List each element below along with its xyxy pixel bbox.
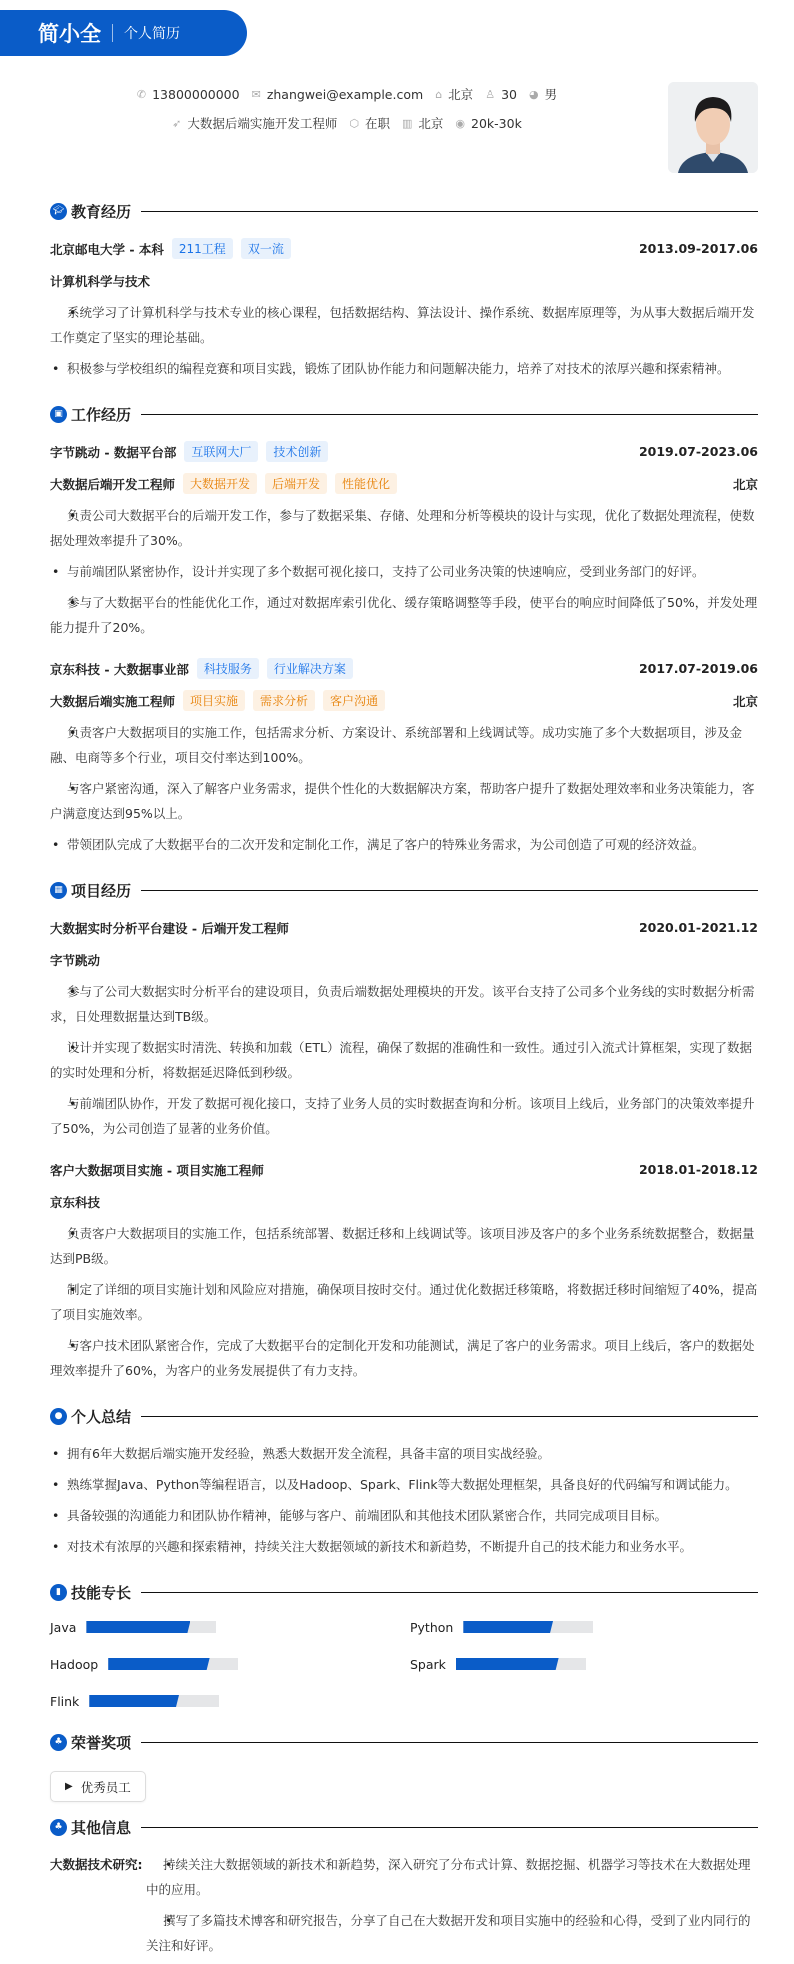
skill-item	[50, 1691, 410, 1711]
tag: 行业解决方案	[267, 658, 353, 679]
salary: 20k-30k	[471, 115, 522, 131]
list-item: • 拥有6年大数据后端实施开发经验，熟悉大数据开发全流程，具备丰富的项目实战经验。	[50, 1441, 758, 1466]
skill-bar	[89, 1695, 219, 1707]
section-title: 技能专长	[71, 1583, 132, 1602]
tag: 科技服务	[197, 658, 259, 679]
list-item: • 熟练掌握Java、Python等编程语言，以及Hadoop、Spark、Flink等大数据处理框架，具备良好的代码编写和调试能力。	[50, 1472, 758, 1497]
phone: 13800000000	[152, 86, 240, 102]
candidate-name: 简小全	[38, 22, 101, 46]
date: 2017.07-2019.06	[638, 661, 758, 676]
tag: 大数据开发	[183, 473, 257, 494]
skill-bar	[108, 1658, 238, 1670]
list-item: • 带领团队完成了大数据平台的二次开发和定制化工作，满足了客户的特殊业务需求，为公司创造了可观的经济效益。	[50, 832, 758, 857]
city: 北京	[732, 693, 758, 709]
tag: 双一流	[241, 238, 291, 259]
skill-bar-fill	[463, 1621, 553, 1633]
company: 京东科技	[50, 1194, 101, 1210]
work-section	[50, 403, 758, 857]
list-item: • 制定了详细的项目实施计划和风险应对措施，确保项目按时交付。通过优化数据迁移策略，将数据迁移时间缩短了40%，提高了项目实施效率。	[50, 1277, 758, 1327]
list-item: • 撰写了多篇技术博客和研究报告，分享了自己在大数据开发和项目实施中的经验和心得，受到了业内同行的关注和好评。	[146, 1908, 758, 1958]
email-icon: ✉	[251, 87, 261, 101]
skill-bar	[86, 1621, 216, 1633]
tag: 211工程	[172, 238, 233, 259]
home-icon: ⌂	[435, 87, 443, 101]
date: 2020.01-2021.12	[638, 920, 758, 935]
divider	[112, 24, 113, 42]
skill-item	[410, 1654, 758, 1674]
tag: 后端开发	[265, 473, 327, 494]
skill-item	[410, 1617, 758, 1637]
user-icon: ●	[50, 1408, 67, 1425]
other-section	[50, 1816, 758, 1964]
skill-name: Python	[410, 1619, 454, 1635]
info-icon: ♣	[50, 1819, 67, 1836]
list-item: • 系统学习了计算机科学与技术专业的核心课程，包括数据结构、算法设计、操作系统、数据库原理等，为从事大数据后端开发工作奠定了坚实的理论基础。	[50, 300, 758, 350]
list-item: • 具备较强的沟通能力和团队协作精神，能够与客户、前端团队和其他技术团队紧密合作，共同完成项目目标。	[50, 1503, 758, 1528]
list-item: • 与客户技术团队紧密合作，完成了大数据平台的定制化开发和功能测试，满足了客户的业务需求。项目上线后，客户的数据处理效率提升了60%，为客户的业务发展提供了有力支持。	[50, 1333, 758, 1383]
list-item: • 参与了大数据平台的性能优化工作，通过对数据库索引优化、缓存策略调整等手段，使平台的响应时间降低了50%，并发处理能力提升了20%。	[50, 590, 758, 640]
list-item: • 参与了公司大数据实时分析平台的建设项目，负责后端数据处理模块的开发。该平台支持了公司多个业务线的实时数据分析需求，日处理数据量达到TB级。	[50, 979, 758, 1029]
skill-bar	[456, 1658, 586, 1670]
skill-item	[50, 1617, 410, 1637]
gender-icon: ◕	[528, 87, 539, 101]
skill-bar-fill	[86, 1621, 190, 1633]
email: zhangwei@example.com	[266, 86, 424, 102]
project-name: 客户大数据项目实施 - 项目实施工程师	[50, 1162, 264, 1178]
award-icon: ♣	[50, 1734, 67, 1751]
work-entry	[50, 656, 758, 857]
company: 字节跳动	[50, 952, 101, 968]
company: 京东科技 - 大数据事业部	[50, 661, 189, 677]
skill-bar-fill	[89, 1695, 179, 1707]
divider	[141, 1827, 758, 1828]
divider	[141, 414, 758, 415]
tag: 技术创新	[266, 441, 328, 462]
major: 计算机科学与技术	[50, 273, 151, 289]
section-title: 个人总结	[71, 1407, 132, 1426]
project-entry	[50, 915, 758, 1141]
cake-icon: ♙	[485, 87, 496, 101]
phone-icon: ✆	[136, 87, 147, 101]
list-item: • 持续关注大数据领域的新技术和新趋势，深入研究了分布式计算、数据挖掘、机器学习等技术在大数据处理中的应用。	[146, 1852, 758, 1902]
city: 北京	[448, 86, 474, 102]
tag: 客户沟通	[323, 690, 385, 711]
resume-banner	[0, 10, 247, 56]
profile-photo	[668, 82, 758, 173]
education-section	[50, 200, 758, 381]
date: 2019.07-2023.06	[638, 444, 758, 459]
project-name: 大数据实时分析平台建设 - 后端开发工程师	[50, 920, 289, 936]
skill-item	[50, 1654, 410, 1674]
skill-name: Hadoop	[50, 1656, 99, 1672]
company: 字节跳动 - 数据平台部	[50, 444, 177, 460]
resume-subtitle: 个人简历	[124, 26, 180, 42]
list-item: • 对技术有浓厚的兴趣和探索精神，持续关注大数据领域的新技术和新趋势，不断提升自己的技术能力和业务水平。	[50, 1534, 758, 1559]
skill-name: Spark	[410, 1656, 446, 1672]
divider	[141, 890, 758, 891]
list-item: • 负责公司大数据平台的后端开发工作，参与了数据采集、存储、处理和分析等模块的设计与实现，优化了数据处理流程，使数据处理效率提升了30%。	[50, 503, 758, 553]
target-city: 北京	[418, 115, 444, 131]
city: 北京	[732, 476, 758, 492]
bar-chart-icon: ▮	[50, 1584, 67, 1601]
skill-name: Java	[50, 1619, 77, 1635]
list-item: • 负责客户大数据项目的实施工作，包括系统部署、数据迁移和上线调试等。该项目涉及客户的多个业务系统数据整合，数据量达到PB级。	[50, 1221, 758, 1271]
projects-section	[50, 879, 758, 1383]
graduation-cap-icon: 🎓︎	[50, 203, 67, 220]
project-entry	[50, 1157, 758, 1383]
section-title: 其他信息	[71, 1818, 132, 1837]
role: 大数据后端开发工程师	[50, 476, 176, 492]
contact-info	[50, 80, 644, 138]
skill-bar-fill	[108, 1658, 209, 1670]
skills-section	[50, 1581, 758, 1711]
tag: 性能优化	[335, 473, 397, 494]
divider	[141, 1592, 758, 1593]
grid-icon: ▦	[50, 882, 67, 899]
age: 30	[501, 86, 517, 102]
skill-bar-fill	[456, 1658, 559, 1670]
divider	[141, 1742, 758, 1743]
tag: 项目实施	[183, 690, 245, 711]
date: 2018.01-2018.12	[638, 1162, 758, 1177]
status-icon: ⬡	[349, 116, 359, 130]
position: 大数据后端实施开发工程师	[187, 115, 338, 131]
list-item: • 与前端团队紧密协作，设计并实现了多个数据可视化接口，支持了公司业务决策的快速响应，受到业务部门的好评。	[50, 559, 758, 584]
section-title: 项目经历	[71, 881, 132, 900]
building-icon: ▥	[402, 116, 413, 130]
gender: 男	[544, 86, 558, 102]
divider	[141, 1416, 758, 1417]
salary-icon: ◉	[455, 116, 466, 130]
tag: 互联网大厂	[184, 441, 258, 462]
date: 2013.09-2017.06	[638, 241, 758, 256]
send-icon: ➶	[172, 116, 182, 130]
list-item: • 与客户紧密沟通，深入了解客户业务需求，提供个性化的大数据解决方案，帮助客户提升了数据处理效率和业务决策能力，客户满意度达到95%以上。	[50, 776, 758, 826]
divider	[141, 211, 758, 212]
list-item: • 设计并实现了数据实时清洗、转换和加载（ETL）流程，确保了数据的准确性和一致性。通过引入流式计算框架，实现了数据的实时处理和分析，将数据延迟降低到秒级。	[50, 1035, 758, 1085]
role: 大数据后端实施工程师	[50, 693, 176, 709]
work-entry	[50, 439, 758, 640]
list-item: • 负责客户大数据项目的实施工作，包括需求分析、方案设计、系统部署和上线调试等。成功实施了多个大数据项目，涉及金融、电商等多个行业，项目交付率达到100%。	[50, 720, 758, 770]
play-icon: ▶	[65, 1781, 73, 1792]
summary-section	[50, 1405, 758, 1559]
award-name: 优秀员工	[80, 1779, 131, 1795]
tag: 需求分析	[253, 690, 315, 711]
section-title: 荣誉奖项	[71, 1733, 132, 1752]
skill-name: Flink	[50, 1693, 80, 1709]
awards-section	[50, 1731, 758, 1816]
list-item: • 与前端团队协作，开发了数据可视化接口，支持了业务人员的实时数据查询和分析。该项目上线后，业务部门的决策效率提升了50%，为公司创造了显著的业务价值。	[50, 1091, 758, 1141]
skill-bar	[463, 1621, 593, 1633]
school: 北京邮电大学 - 本科	[50, 241, 164, 257]
section-title: 教育经历	[71, 202, 132, 221]
award-chip	[50, 1771, 146, 1802]
briefcase-icon: ▣	[50, 406, 67, 423]
status: 在职	[364, 115, 390, 131]
other-label: 大数据技术研究:	[50, 1857, 143, 1872]
list-item: • 积极参与学校组织的编程竞赛和项目实践，锻炼了团队协作能力和问题解决能力，培养了对技术的浓厚兴趣和探索精神。	[50, 356, 758, 381]
section-title: 工作经历	[71, 405, 132, 424]
